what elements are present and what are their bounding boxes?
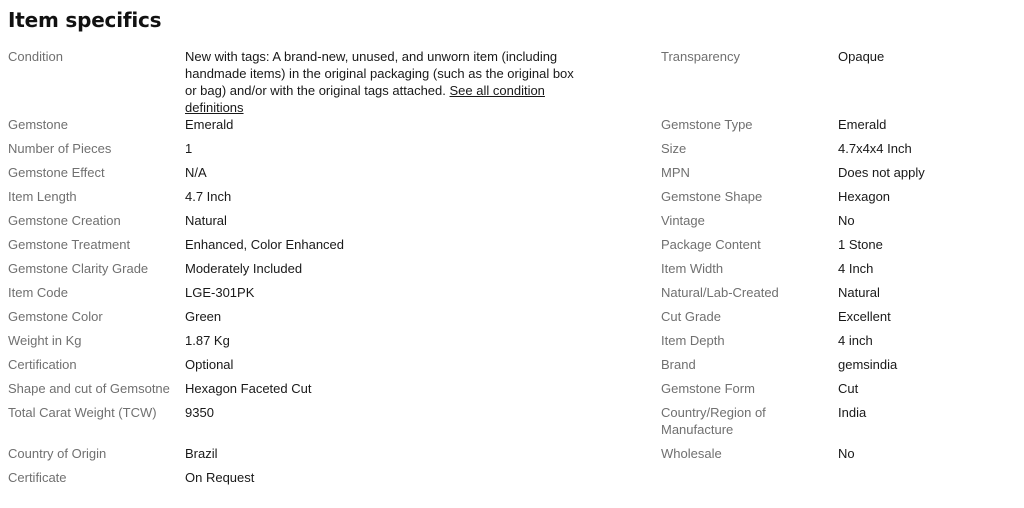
spec-label: Number of Pieces [8, 141, 112, 156]
spec-row [661, 308, 1021, 325]
spec-value: Natural [185, 213, 227, 228]
spec-value: 4 inch [838, 333, 873, 348]
spec-value: Hexagon [838, 189, 891, 204]
spec-value: Does not apply [838, 165, 925, 180]
spec-value: N/A [185, 165, 207, 180]
spec-row [8, 445, 628, 462]
spec-label: Item Depth [661, 333, 725, 348]
spec-row-condition [8, 48, 628, 115]
spec-value: Optional [185, 357, 234, 372]
spec-row [661, 356, 1021, 373]
spec-row [8, 164, 628, 181]
spec-value: Emerald [838, 117, 887, 132]
spec-row [661, 188, 1021, 205]
spec-value: On Request [185, 470, 255, 485]
spec-label: Gemstone Color [8, 309, 103, 324]
spec-label: Gemstone Form [661, 381, 755, 396]
spec-label: Certificate [8, 470, 67, 485]
spec-row [661, 236, 1021, 253]
spec-row [661, 140, 1021, 157]
spec-label: Condition [8, 49, 63, 64]
spec-value: Emerald [185, 117, 234, 132]
section-title: Item specifics [8, 8, 162, 32]
spec-label: MPN [661, 165, 690, 180]
spec-label: Country of Origin [8, 446, 107, 461]
condition-text: New with tags: A brand-new, unused, and unworn item (including handmade items) in the original packaging (such as the original box or bag) and/or with the original tags attached. [185, 49, 574, 98]
spec-row [661, 445, 1021, 462]
spec-row [661, 164, 1021, 181]
spec-row [661, 48, 1021, 109]
spec-label: Gemstone Creation [8, 213, 121, 228]
spec-value: Opaque [838, 49, 885, 64]
spec-value: 1.87 Kg [185, 333, 230, 348]
spec-row [8, 404, 628, 438]
spec-row [661, 116, 1021, 133]
spec-value: India [838, 405, 867, 420]
spec-value: gemsindia [838, 357, 898, 372]
spec-row [8, 140, 628, 157]
spec-value: 4.7 Inch [185, 189, 232, 204]
spec-value: Brazil [185, 446, 218, 461]
spec-value: Cut [838, 381, 859, 396]
spec-label: Gemstone Effect [8, 165, 105, 180]
spec-label: Transparency [661, 49, 740, 64]
spec-row [8, 236, 628, 253]
spec-value: Excellent [838, 309, 891, 324]
spec-row [661, 212, 1021, 229]
spec-label: Item Length [8, 189, 77, 204]
spec-row [8, 308, 628, 325]
spec-label: Gemstone Type [661, 117, 753, 132]
spec-label: Brand [661, 357, 696, 372]
spec-row [8, 260, 628, 277]
spec-row [661, 332, 1021, 349]
spec-label: Weight in Kg [8, 333, 82, 348]
spec-label: Shape and cut of Gemsotne [8, 381, 170, 396]
spec-value: Moderately Included [185, 261, 303, 276]
spec-value: 1 [185, 141, 193, 156]
spec-label: Gemstone [8, 117, 68, 132]
spec-row [8, 332, 628, 349]
spec-value: Enhanced, Color Enhanced [185, 237, 345, 252]
spec-label: Item Width [661, 261, 724, 276]
spec-value: Natural [838, 285, 880, 300]
spec-row [8, 116, 628, 133]
spec-row [661, 260, 1021, 277]
spec-label: Gemstone Shape [661, 189, 763, 204]
spec-label: Gemstone Treatment [8, 237, 131, 252]
spec-label: Country/Region of Manufacture [661, 405, 766, 437]
spec-value: Hexagon Faceted Cut [185, 381, 312, 396]
spec-label: Cut Grade [661, 309, 721, 324]
spec-value: 1 Stone [838, 237, 883, 252]
spec-label: Wholesale [661, 446, 722, 461]
spec-label: Item Code [8, 285, 68, 300]
spec-label: Size [661, 141, 687, 156]
spec-row [8, 284, 628, 301]
spec-row [8, 188, 628, 205]
spec-value: 4.7x4x4 Inch [838, 141, 912, 156]
condition-value [185, 48, 580, 115]
spec-row [661, 284, 1021, 301]
left-column [8, 48, 628, 493]
spec-value: 9350 [185, 405, 214, 420]
spec-row [8, 212, 628, 229]
spec-label: Certification [8, 357, 77, 372]
spec-row [661, 404, 1021, 438]
spec-row [8, 380, 628, 397]
spec-label: Natural/Lab-Created [661, 285, 779, 300]
spec-value: No [838, 213, 855, 228]
spec-value: LGE-301PK [185, 285, 255, 300]
spec-value: Green [185, 309, 222, 324]
spec-row [8, 469, 628, 486]
spec-label: Total Carat Weight (TCW) [8, 405, 157, 420]
spec-label: Package Content [661, 237, 761, 252]
spec-value: No [838, 446, 855, 461]
spec-label: Gemstone Clarity Grade [8, 261, 149, 276]
right-column [661, 48, 1021, 469]
spec-row [8, 356, 628, 373]
condition-definitions-link[interactable]: See all condition definitions [185, 83, 545, 115]
spec-label: Vintage [661, 213, 705, 228]
spec-value: 4 Inch [838, 261, 874, 276]
spec-row [661, 380, 1021, 397]
